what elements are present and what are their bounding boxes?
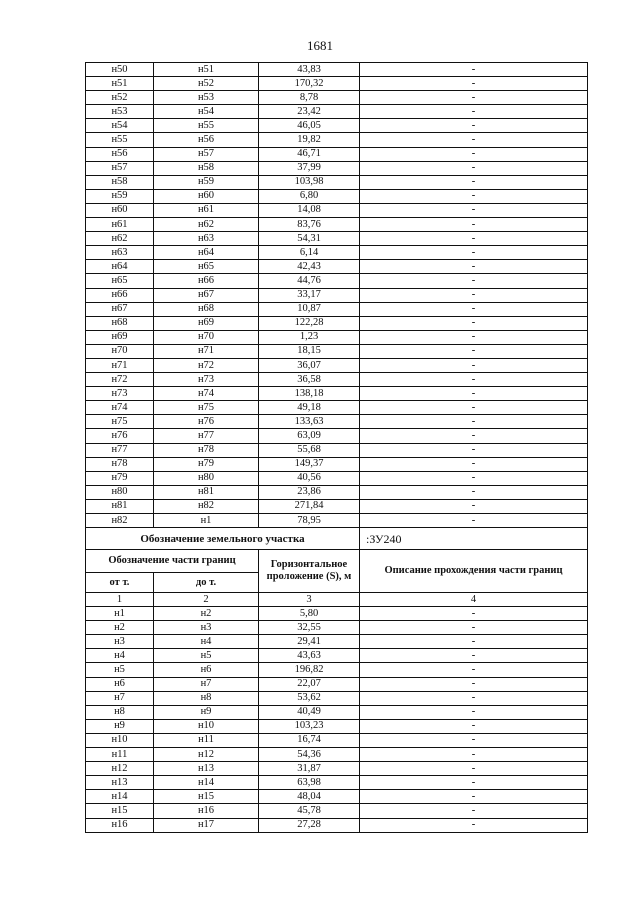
description-cell: - [360,705,588,719]
description-cell: - [360,818,588,832]
to-point-cell: н17 [154,818,259,832]
distance-cell: 78,95 [259,514,360,528]
distance-cell: 133,63 [259,415,360,429]
description-cell: - [360,663,588,677]
distance-cell: 22,07 [259,677,360,691]
to-point-cell: н70 [154,330,259,344]
description-cell: - [360,415,588,429]
table-row [86,119,588,133]
description-cell: - [360,77,588,91]
description-cell: - [360,719,588,733]
distance-cell: 54,31 [259,232,360,246]
to-point-cell: н61 [154,203,259,217]
table-row [86,663,588,677]
distance-cell: 43,63 [259,649,360,663]
distance-cell: 10,87 [259,302,360,316]
description-cell: - [360,358,588,372]
to-point-cell: н62 [154,218,259,232]
to-point-cell: н2 [154,607,259,621]
to-point-cell: н56 [154,133,259,147]
table-row [86,302,588,316]
to-point-cell: н82 [154,499,259,513]
description-cell: - [360,316,588,330]
distance-cell: 46,71 [259,147,360,161]
section-title: Обозначение земельного участка [86,528,360,550]
table-row [86,748,588,762]
to-point-cell: н66 [154,274,259,288]
table-row [86,499,588,513]
header-to: до т. [154,573,259,593]
to-point-cell: н10 [154,719,259,733]
header-horizontal: Горизонтальное проложение (S), м [259,550,360,593]
from-point-cell: н69 [86,330,154,344]
description-cell: - [360,260,588,274]
from-point-cell: н80 [86,485,154,499]
table-row [86,705,588,719]
to-point-cell: н7 [154,677,259,691]
distance-cell: 138,18 [259,387,360,401]
distance-cell: 5,80 [259,607,360,621]
to-point-cell: н80 [154,471,259,485]
to-point-cell: н15 [154,790,259,804]
to-point-cell: н57 [154,147,259,161]
description-cell: - [360,189,588,203]
header-description: Описание прохождения части границ [360,550,588,593]
from-point-cell: н9 [86,719,154,733]
to-point-cell: н59 [154,175,259,189]
to-point-cell: н54 [154,105,259,119]
from-point-cell: н66 [86,288,154,302]
from-point-cell: н60 [86,203,154,217]
table-row [86,607,588,621]
distance-cell: 16,74 [259,733,360,747]
description-cell: - [360,691,588,705]
table-row [86,443,588,457]
description-cell: - [360,514,588,528]
table-row [86,387,588,401]
description-cell: - [360,161,588,175]
from-point-cell: н8 [86,705,154,719]
from-point-cell: н77 [86,443,154,457]
from-point-cell: н52 [86,91,154,105]
description-cell: - [360,330,588,344]
parcel-id: :ЗУ240 [360,528,588,550]
description-cell: - [360,373,588,387]
description-cell: - [360,288,588,302]
from-point-cell: н16 [86,818,154,832]
to-point-cell: н58 [154,161,259,175]
to-point-cell: н6 [154,663,259,677]
from-point-cell: н81 [86,499,154,513]
description-cell: - [360,499,588,513]
from-point-cell: н62 [86,232,154,246]
table-row [86,415,588,429]
from-point-cell: н50 [86,63,154,77]
from-point-cell: н55 [86,133,154,147]
table-row [86,133,588,147]
table-row [86,804,588,818]
to-point-cell: н67 [154,288,259,302]
to-point-cell: н79 [154,457,259,471]
distance-cell: 40,56 [259,471,360,485]
to-point-cell: н53 [154,91,259,105]
distance-cell: 196,82 [259,663,360,677]
table-row [86,260,588,274]
table-row [86,373,588,387]
from-point-cell: н13 [86,776,154,790]
from-point-cell: н12 [86,762,154,776]
table-row [86,429,588,443]
col-number-2: 2 [154,593,259,607]
distance-cell: 23,86 [259,485,360,499]
description-cell: - [360,790,588,804]
distance-cell: 43,83 [259,63,360,77]
table-row [86,635,588,649]
description-cell: - [360,457,588,471]
table-row [86,189,588,203]
to-point-cell: н73 [154,373,259,387]
distance-cell: 54,36 [259,748,360,762]
distance-cell: 63,09 [259,429,360,443]
from-point-cell: н65 [86,274,154,288]
distance-cell: 36,58 [259,373,360,387]
to-point-cell: н71 [154,344,259,358]
distance-cell: 36,07 [259,358,360,372]
table-row [86,63,588,77]
to-point-cell: н75 [154,401,259,415]
description-cell: - [360,302,588,316]
table-row [86,649,588,663]
table-row [86,471,588,485]
description-cell: - [360,762,588,776]
distance-cell: 271,84 [259,499,360,513]
description-cell: - [360,274,588,288]
table-row [86,677,588,691]
from-point-cell: н1 [86,607,154,621]
table-row [86,401,588,415]
distance-cell: 33,17 [259,288,360,302]
to-point-cell: н72 [154,358,259,372]
from-point-cell: н61 [86,218,154,232]
from-point-cell: н14 [86,790,154,804]
col-number-3: 3 [259,593,360,607]
to-point-cell: н69 [154,316,259,330]
distance-cell: 103,98 [259,175,360,189]
table-row [86,621,588,635]
from-point-cell: н7 [86,691,154,705]
description-cell: - [360,175,588,189]
from-point-cell: н78 [86,457,154,471]
from-point-cell: н68 [86,316,154,330]
table-row [86,485,588,499]
to-point-cell: н60 [154,189,259,203]
description-cell: - [360,635,588,649]
from-point-cell: н58 [86,175,154,189]
distance-cell: 27,28 [259,818,360,832]
description-cell: - [360,471,588,485]
to-point-cell: н52 [154,77,259,91]
header-from: от т. [86,573,154,593]
distance-cell: 122,28 [259,316,360,330]
distance-cell: 55,68 [259,443,360,457]
table-row [86,776,588,790]
from-point-cell: н82 [86,514,154,528]
description-cell: - [360,429,588,443]
from-point-cell: н59 [86,189,154,203]
description-cell: - [360,344,588,358]
distance-cell: 44,76 [259,274,360,288]
boundary-table-body-bottom [86,607,588,833]
from-point-cell: н15 [86,804,154,818]
from-point-cell: н70 [86,344,154,358]
from-point-cell: н11 [86,748,154,762]
table-row [86,344,588,358]
table-row [86,762,588,776]
to-point-cell: н77 [154,429,259,443]
table-row [86,147,588,161]
from-point-cell: н76 [86,429,154,443]
distance-cell: 37,99 [259,161,360,175]
description-cell: - [360,677,588,691]
distance-cell: 19,82 [259,133,360,147]
from-point-cell: н2 [86,621,154,635]
to-point-cell: н5 [154,649,259,663]
from-point-cell: н56 [86,147,154,161]
description-cell: - [360,748,588,762]
col-number-1: 1 [86,593,154,607]
distance-cell: 40,49 [259,705,360,719]
description-cell: - [360,776,588,790]
from-point-cell: н67 [86,302,154,316]
header-part: Обозначение части границ [86,550,259,573]
table-row [86,358,588,372]
distance-cell: 8,78 [259,91,360,105]
description-cell: - [360,649,588,663]
description-cell: - [360,401,588,415]
distance-cell: 23,42 [259,105,360,119]
description-cell: - [360,443,588,457]
table-row [86,719,588,733]
from-point-cell: н64 [86,260,154,274]
section-header [86,528,588,607]
table-row [86,818,588,832]
description-cell: - [360,485,588,499]
to-point-cell: н14 [154,776,259,790]
table-row [86,77,588,91]
to-point-cell: н81 [154,485,259,499]
description-cell: - [360,105,588,119]
table-row [86,105,588,119]
description-cell: - [360,246,588,260]
distance-cell: 42,43 [259,260,360,274]
from-point-cell: н74 [86,401,154,415]
table-row [86,175,588,189]
table-row [86,790,588,804]
table-row [86,218,588,232]
distance-cell: 83,76 [259,218,360,232]
from-point-cell: н3 [86,635,154,649]
distance-cell: 53,62 [259,691,360,705]
from-point-cell: н51 [86,77,154,91]
distance-cell: 32,55 [259,621,360,635]
distance-cell: 1,23 [259,330,360,344]
to-point-cell: н68 [154,302,259,316]
to-point-cell: н51 [154,63,259,77]
to-point-cell: н4 [154,635,259,649]
to-point-cell: н8 [154,691,259,705]
to-point-cell: н64 [154,246,259,260]
distance-cell: 49,18 [259,401,360,415]
to-point-cell: н12 [154,748,259,762]
to-point-cell: н13 [154,762,259,776]
page-number: 1681 [307,38,333,53]
boundary-table [85,62,588,833]
distance-cell: 29,41 [259,635,360,649]
table-row [86,91,588,105]
to-point-cell: н63 [154,232,259,246]
table-row [86,288,588,302]
to-point-cell: н76 [154,415,259,429]
from-point-cell: н6 [86,677,154,691]
from-point-cell: н73 [86,387,154,401]
to-point-cell: н16 [154,804,259,818]
description-cell: - [360,621,588,635]
from-point-cell: н63 [86,246,154,260]
to-point-cell: н65 [154,260,259,274]
table-row [86,457,588,471]
distance-cell: 103,23 [259,719,360,733]
from-point-cell: н75 [86,415,154,429]
distance-cell: 48,04 [259,790,360,804]
distance-cell: 31,87 [259,762,360,776]
table-row [86,246,588,260]
distance-cell: 18,15 [259,344,360,358]
from-point-cell: н57 [86,161,154,175]
description-cell: - [360,63,588,77]
description-cell: - [360,147,588,161]
table-row [86,203,588,217]
table-row [86,330,588,344]
distance-cell: 46,05 [259,119,360,133]
distance-cell: 6,14 [259,246,360,260]
from-point-cell: н79 [86,471,154,485]
distance-cell: 45,78 [259,804,360,818]
description-cell: - [360,91,588,105]
distance-cell: 149,37 [259,457,360,471]
distance-cell: 6,80 [259,189,360,203]
table-row [86,733,588,747]
distance-cell: 63,98 [259,776,360,790]
to-point-cell: н9 [154,705,259,719]
table-row [86,161,588,175]
table-row [86,514,588,528]
distance-cell: 14,08 [259,203,360,217]
to-point-cell: н74 [154,387,259,401]
from-point-cell: н5 [86,663,154,677]
distance-cell: 170,32 [259,77,360,91]
table-row [86,316,588,330]
to-point-cell: н3 [154,621,259,635]
table-row [86,691,588,705]
from-point-cell: н10 [86,733,154,747]
from-point-cell: н4 [86,649,154,663]
table-row [86,274,588,288]
description-cell: - [360,804,588,818]
description-cell: - [360,218,588,232]
description-cell: - [360,607,588,621]
boundary-table-body-top [86,63,588,528]
description-cell: - [360,232,588,246]
from-point-cell: н72 [86,373,154,387]
description-cell: - [360,387,588,401]
to-point-cell: н78 [154,443,259,457]
to-point-cell: н55 [154,119,259,133]
from-point-cell: н71 [86,358,154,372]
table-row [86,232,588,246]
description-cell: - [360,733,588,747]
description-cell: - [360,203,588,217]
description-cell: - [360,119,588,133]
from-point-cell: н53 [86,105,154,119]
to-point-cell: н1 [154,514,259,528]
col-number-4: 4 [360,593,588,607]
from-point-cell: н54 [86,119,154,133]
description-cell: - [360,133,588,147]
to-point-cell: н11 [154,733,259,747]
